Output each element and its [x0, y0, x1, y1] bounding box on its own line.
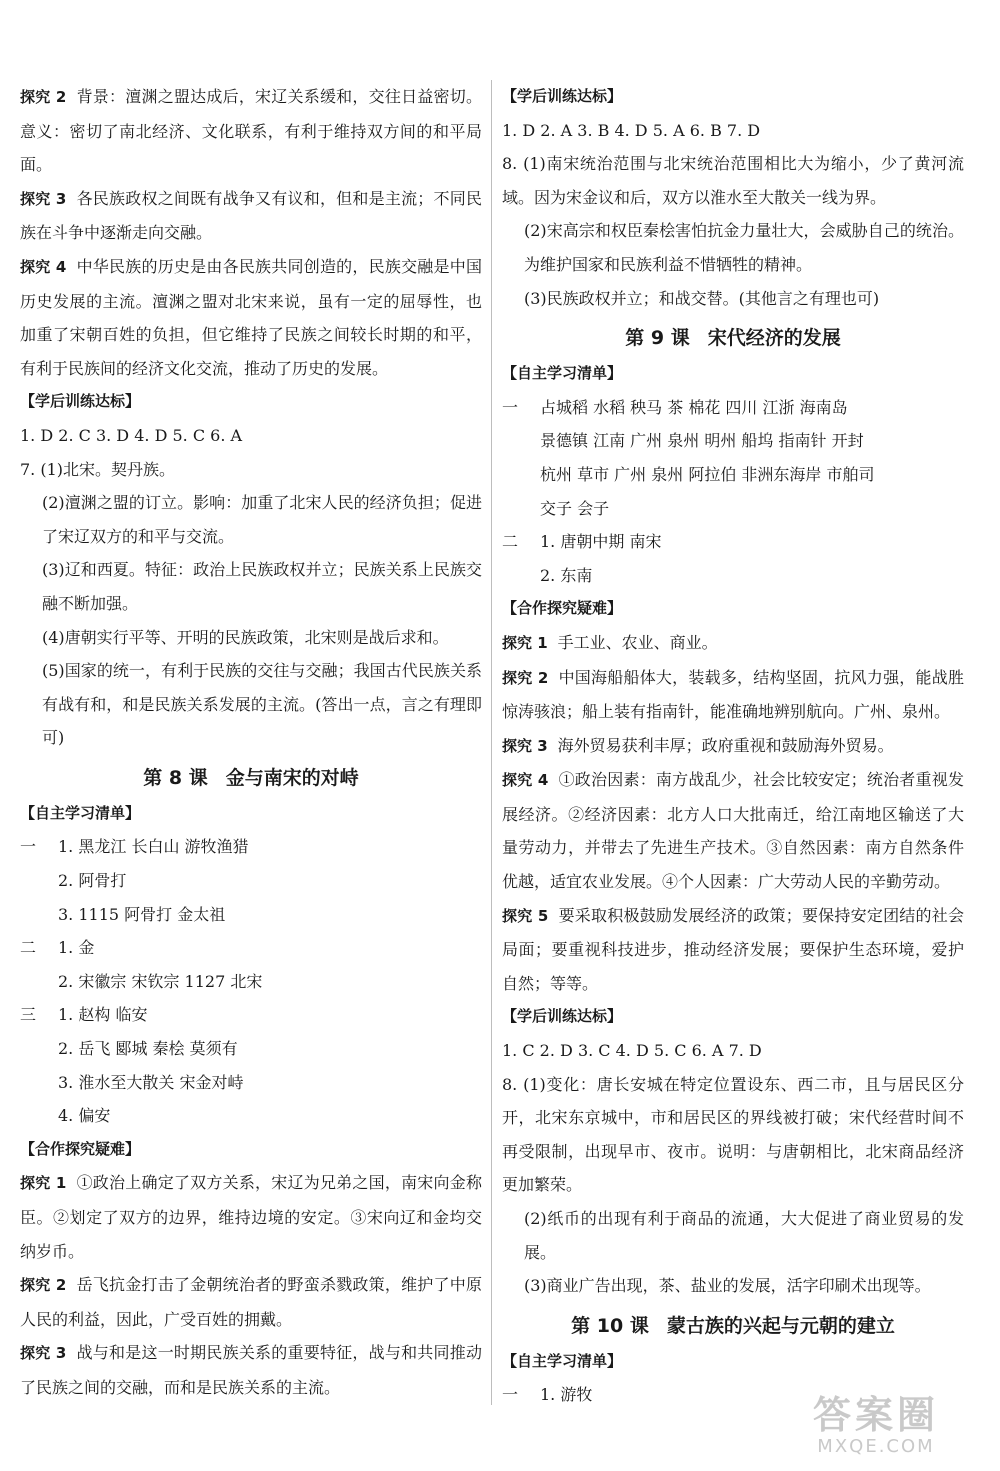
list-item	[20, 1099, 482, 1133]
list-item	[502, 525, 964, 559]
list-text: 4. 偏安	[58, 1106, 111, 1126]
list-text: 交子 会子	[540, 498, 610, 518]
list-text: 2. 东南	[540, 565, 593, 585]
tanjiu-text: 中华民族的历史是由各民族共同创造的，民族交融是中国历史发展的主流。澶渊之盟对北宋来说，虽有一定的屈辱性，也加重了宋朝百姓的负担，但它维持了民族之间较长时期的和平，有利于民族间的经济文化交流，推动了历史的发展。	[20, 256, 482, 378]
list-text: 3. 1115 阿骨打 金太祖	[58, 904, 226, 924]
tanjiu-text: ①政治上确定了双方关系，宋辽为兄弟之国，南宋向金称臣。②划定了双方的边界，维持边境的安定。③宋向辽和金均交纳岁币。	[20, 1173, 482, 1261]
list-item	[20, 931, 482, 965]
section-heading: 【自主学习清单】	[502, 1351, 623, 1370]
list-text: 杭州 草市 广州 泉州 阿拉伯 非洲东海岸 市舶司	[540, 464, 875, 484]
roman-numeral: 一	[20, 837, 37, 857]
roman-numeral: 二	[502, 532, 519, 552]
lesson-number: 第 8 课	[143, 766, 208, 789]
q7-part: (2)澶渊之盟的订立。影响：加重了北宋人民的经济负担；促进了宋辽双方的和平与交流。	[42, 493, 482, 546]
tanjiu-2	[20, 80, 482, 182]
lesson-number: 第 9 课	[625, 327, 690, 350]
list-text: 1. 赵构 临安	[58, 1005, 148, 1025]
lesson-title	[502, 1309, 964, 1343]
tanjiu-4	[20, 250, 482, 385]
tanjiu-label: 探究 1	[20, 1174, 67, 1193]
list-text: 1. 游牧	[540, 1385, 593, 1405]
q7-part: (3)辽和西夏。特征：政治上民族政权并立；民族关系上民族交融不断加强。	[42, 560, 482, 613]
q8-part: 8. (1)变化：唐长安城在特定位置设东、西二市，且与居民区分开，北宋东京城中，市和居民区的界线被打破；宋代经营时间不再受限制，出现早市、夜市。说明：与唐朝相比，北宋商品经济更加繁荣。	[502, 1074, 964, 1195]
roman-numeral: 三	[20, 1005, 37, 1025]
list-item	[502, 492, 964, 526]
list-item	[20, 1032, 482, 1066]
list-item	[502, 458, 964, 492]
section-heading: 【自主学习清单】	[20, 803, 141, 822]
roman-numeral: 一	[502, 397, 519, 417]
list-item	[502, 424, 964, 458]
section-heading: 【学后训练达标】	[502, 87, 623, 105]
answer-key: 1. C 2. D 3. C 4. D 5. C 6. A 7. D	[502, 1041, 762, 1061]
section-heading: 【合作探究疑难】	[20, 1139, 141, 1158]
column-divider	[491, 80, 492, 1405]
watermark	[776, 1393, 976, 1463]
tanjiu-3	[20, 182, 482, 250]
tanjiu-text: 背景：澶渊之盟达成后，宋辽关系缓和，交往日益密切。意义：密切了南北经济、文化联系，有利于维持双方间的和平局面。	[20, 87, 482, 175]
list-text: 2. 阿骨打	[58, 871, 127, 891]
tanjiu-label: 探究 4	[502, 771, 549, 790]
list-item	[20, 830, 482, 864]
lesson-title	[20, 761, 482, 795]
list-text: 2. 岳飞 郾城 秦桧 莫须有	[58, 1039, 238, 1059]
list-text: 2. 宋徽宗 宋钦宗 1127 北宋	[58, 971, 263, 991]
tanjiu-2	[20, 1268, 482, 1336]
lesson-number: 第 10 课	[571, 1314, 649, 1337]
roman-numeral: 一	[502, 1385, 519, 1405]
answer-key: 1. D 2. A 3. B 4. D 5. A 6. B 7. D	[502, 120, 761, 140]
q7-part: (4)唐朝实行平等、开明的民族政策，北宋则是战后求和。	[42, 627, 449, 647]
tanjiu-5	[502, 899, 964, 1001]
tanjiu-label: 探究 3	[20, 1344, 67, 1363]
lesson-name: 宋代经济的发展	[707, 327, 841, 350]
list-text: 1. 黑龙江 长白山 游牧渔猎	[58, 837, 249, 857]
q8-part: (3)商业广告出现，茶、盐业的发展，活字印刷术出现等。	[524, 1276, 931, 1296]
right-column	[502, 80, 964, 1412]
tanjiu-text: 要采取积极鼓励发展经济的政策；要保持安定团结的社会局面；要重视科技进步，推动经济发展；要保护生态环境，爱护自然；等等。	[502, 905, 964, 993]
left-column	[20, 80, 482, 1405]
tanjiu-text: 岳飞抗金打击了金朝统治者的野蛮杀戮政策，维护了中原人民的利益，因此，广受百姓的拥戴。	[20, 1275, 482, 1329]
tanjiu-1	[20, 1166, 482, 1268]
tanjiu-3	[20, 1336, 482, 1404]
tanjiu-label: 探究 2	[20, 1276, 67, 1295]
answer-key: 1. D 2. C 3. D 4. D 5. C 6. A	[20, 425, 243, 445]
q8-part: (2)宋高宗和权臣秦桧害怕抗金力量壮大，会威胁自己的统治。为维护国家和民族利益不惜牺牲的精神。	[524, 221, 964, 274]
section-heading: 【学后训练达标】	[502, 1007, 623, 1026]
watermark-logo: 答案圈	[812, 1393, 939, 1437]
roman-numeral: 二	[20, 938, 37, 958]
tanjiu-label: 探究 3	[502, 736, 548, 755]
q8-part: (3)民族政权并立；和战交替。(其他言之有理也可)	[524, 288, 880, 308]
list-item	[20, 965, 482, 999]
watermark-url: MXQE.COM	[817, 1436, 935, 1457]
section-heading: 【合作探究疑难】	[502, 599, 623, 618]
list-text: 1. 唐朝中期 南宋	[540, 532, 662, 552]
list-item	[20, 898, 482, 932]
q7-part: (5)国家的统一，有利于民族的交往与交融；我国古代民族关系有战有和，和是民族关系发展的主流。(答出一点，言之有理即可)	[42, 661, 482, 748]
tanjiu-3	[502, 729, 964, 764]
list-item	[20, 864, 482, 898]
lesson-title	[502, 321, 964, 355]
list-item	[20, 998, 482, 1032]
q8-part: 8. (1)南宋统治范围与北宋统治范围相比大为缩小，少了黄河流域。因为宋金议和后，双方以淮水至大散关一线为界。	[502, 154, 964, 207]
list-text: 景德镇 江南 广州 泉州 明州 船坞 指南针 开封	[540, 431, 864, 451]
tanjiu-label: 探究 3	[20, 189, 67, 208]
q8-part: (2)纸币的出现有利于商品的流通，大大促进了商业贸易的发展。	[524, 1209, 964, 1262]
q7-part: 7. (1)北宋。契丹族。	[20, 459, 176, 479]
tanjiu-label: 探究 2	[20, 88, 67, 106]
list-item	[502, 559, 964, 593]
tanjiu-text: 手工业、农业、商业。	[557, 632, 718, 652]
tanjiu-text: 海外贸易获利丰厚；政府重视和鼓励海外贸易。	[557, 735, 894, 755]
tanjiu-label: 探究 1	[502, 633, 548, 652]
list-item	[20, 1066, 482, 1100]
list-text: 1. 金	[58, 938, 95, 958]
tanjiu-text: 战与和是这一时期民族关系的重要特征，战与和共同推动了民族之间的交融，而和是民族关系的主流。	[20, 1343, 482, 1397]
lesson-name: 蒙古族的兴起与元朝的建立	[666, 1314, 895, 1337]
tanjiu-label: 探究 5	[502, 906, 549, 925]
section-heading: 【自主学习清单】	[502, 364, 623, 383]
tanjiu-text: 中国海船船体大，装载多，结构坚固，抗风力强，能战胜惊涛骇浪；船上装有指南针，能准确地辨别航向。广州、泉州。	[502, 667, 964, 722]
lesson-name: 金与南宋的对峙	[225, 766, 359, 789]
tanjiu-text: 各民族政权之间既有战争又有议和，但和是主流；不同民族在斗争中逐渐走向交融。	[20, 188, 482, 243]
tanjiu-2	[502, 661, 964, 729]
list-text: 3. 淮水至大散关 宋金对峙	[58, 1072, 244, 1092]
tanjiu-4	[502, 763, 964, 898]
tanjiu-text: ①政治因素：南方战乱少，社会比较安定；统治者重视发展经济。②经济因素：北方人口大批南迁，给江南地区输送了大量劳动力，并带去了先进生产技术。③自然因素：南方自然条件优越，适宜农业发展。④个人因素：广大劳动人民的辛勤劳动。	[502, 770, 964, 892]
list-item	[502, 391, 964, 425]
section-heading: 【学后训练达标】	[20, 392, 141, 411]
tanjiu-1	[502, 626, 964, 661]
tanjiu-label: 探究 2	[502, 668, 549, 687]
list-text: 占城稻 水稻 秧马 茶 棉花 四川 江浙 海南岛	[540, 397, 848, 417]
tanjiu-label: 探究 4	[20, 257, 67, 276]
